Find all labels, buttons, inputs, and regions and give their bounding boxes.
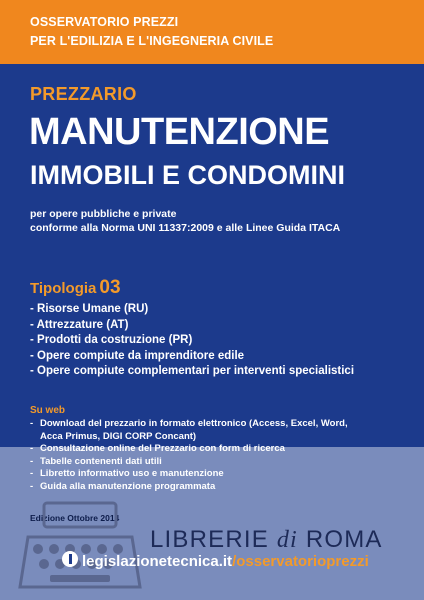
publisher-line-2: PER L'EDILIZIA E L'INGEGNERIA CIVILE xyxy=(30,34,274,48)
watermark-text xyxy=(150,526,383,554)
kicker-prezzario: PREZZARIO xyxy=(30,84,137,104)
title-sub: IMMOBILI E CONDOMINI xyxy=(30,160,345,190)
watermark-word-2: di xyxy=(276,527,298,553)
edition-date: Edizione Ottobre 2014 xyxy=(30,513,120,523)
url-domain: legislazionetecnica.it xyxy=(82,553,233,570)
category-list xyxy=(30,302,354,380)
category-item: - Attrezzature (AT) xyxy=(30,318,354,334)
category-item: - Prodotti da costruzione (PR) xyxy=(30,333,354,349)
url-path: /osservatorioprezzi xyxy=(232,553,369,570)
web-feature-item: - Guida alla manutenzione programmata xyxy=(30,480,216,492)
publisher-line-1: OSSERVATORIO PREZZI xyxy=(30,15,179,29)
web-section-label: Su web xyxy=(30,405,66,416)
web-feature-item: - Libretto informativo uso e manutenzione xyxy=(30,468,224,479)
website-url[interactable] xyxy=(62,553,369,570)
category-item: - Opere compiute da imprenditore edile xyxy=(30,349,354,365)
web-feature-item: - Consultazione online del Prezzario con form di ricerca xyxy=(30,443,285,454)
typewriter-icon xyxy=(14,495,146,600)
web-feature-item: - Download del prezzario in formato elettronico (Access, Excel, Word, xyxy=(30,418,348,429)
description-line-1: per opere pubbliche e private xyxy=(30,208,177,220)
title-main: MANUTENZIONE xyxy=(29,111,330,153)
description xyxy=(30,207,340,235)
category-item: - Risorse Umane (RU) xyxy=(30,302,354,318)
description-line-2: conforme alla Norma UNI 11337:2009 e alle Linee Guida ITACA xyxy=(30,222,341,234)
tipologia-label: Tipologia xyxy=(30,280,97,297)
web-features-list xyxy=(30,418,348,493)
watermark-word-1: LIBRERIE xyxy=(150,526,269,553)
watermark-word-3: ROMA xyxy=(305,526,383,553)
web-feature-item: - Tabelle contenenti dati utili xyxy=(30,455,162,467)
category-item: - Opere compiute complementari per interventi specialistici xyxy=(30,364,354,380)
publisher-name xyxy=(30,13,273,51)
web-feature-continuation: Acca Primus, DIGI CORP Concant) xyxy=(40,430,197,442)
tipologia-heading xyxy=(30,277,121,299)
tipologia-number: 03 xyxy=(99,277,121,298)
